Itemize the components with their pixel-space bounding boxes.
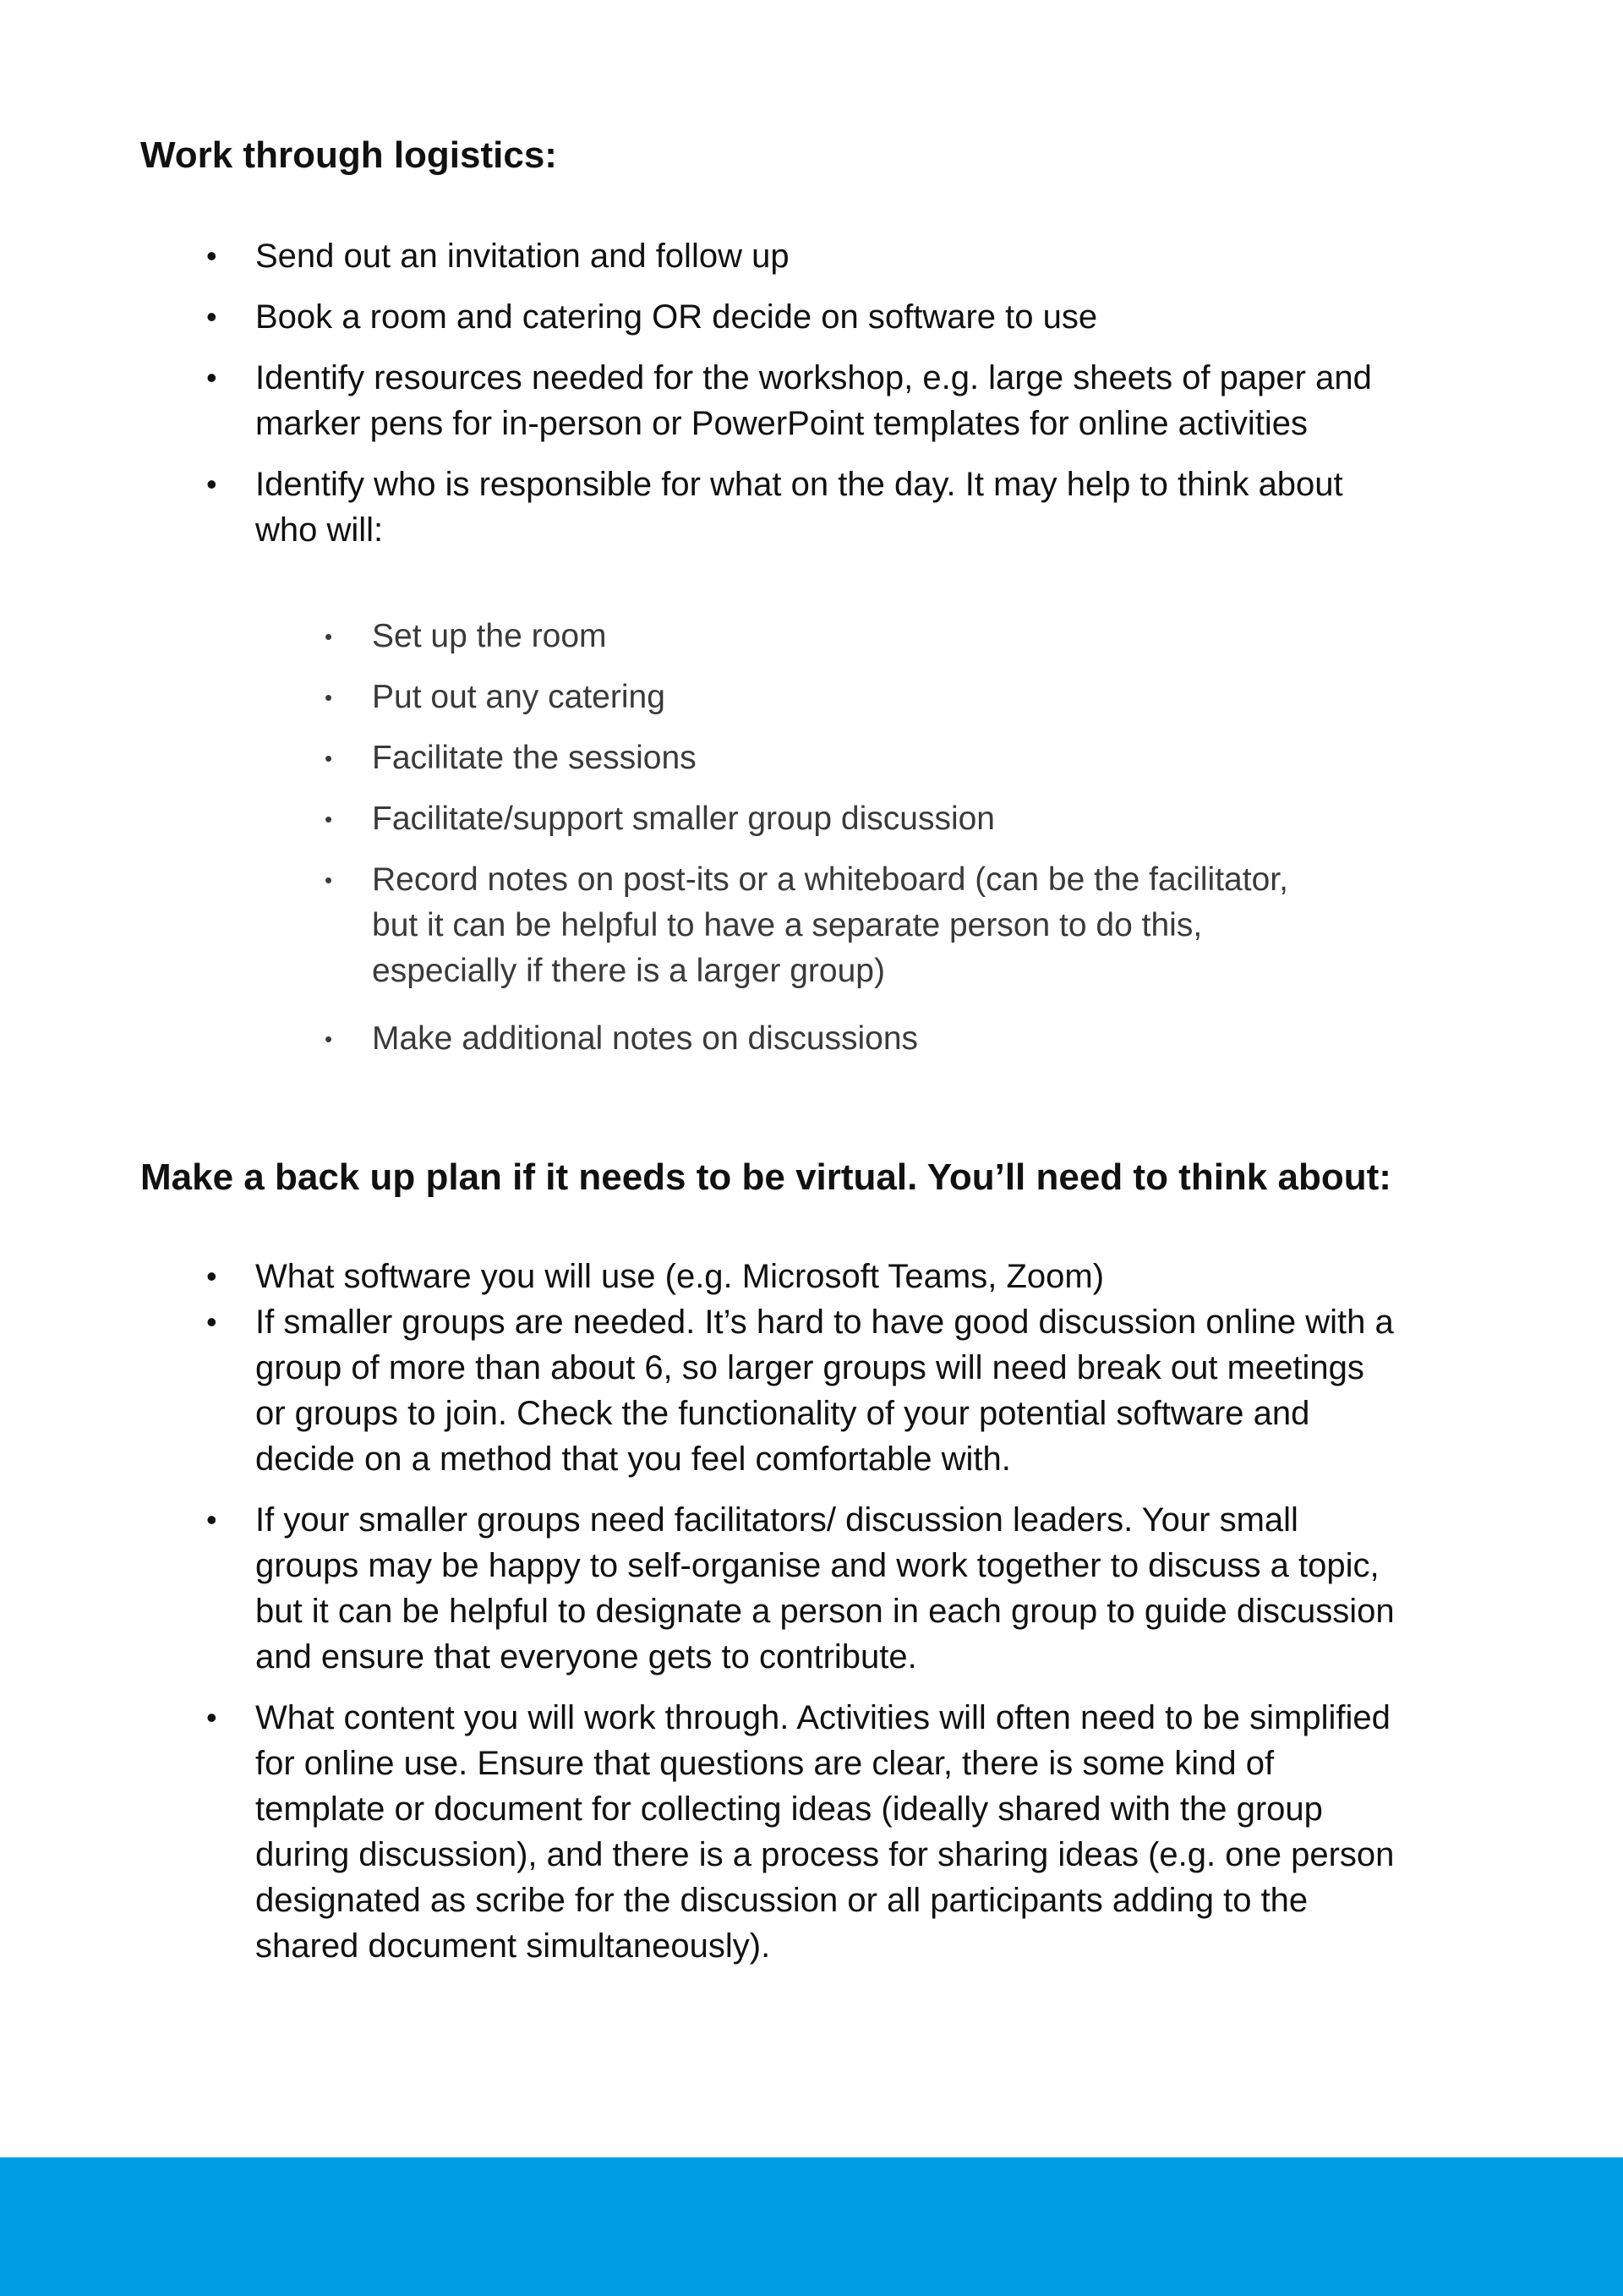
bullet-icon: • — [206, 1502, 217, 1537]
section-heading-logistics: Work through logistics: — [140, 134, 557, 176]
list-item-text: If smaller groups are needed. It’s hard to have good discussion online with a group of more than about 6, so larger groups will need break out meetings or groups to join. Check the functionality of your potential software and decide on a method that you feel comfortable with. — [255, 1304, 1394, 1478]
sub-list-item — [0, 614, 1336, 659]
bullet-icon: • — [206, 1259, 217, 1293]
footer-bar — [0, 2157, 1623, 2296]
list-item — [0, 1254, 1396, 1299]
bullet-icon: • — [325, 867, 333, 893]
sub-list-item-text: Facilitate/support smaller group discussion — [372, 801, 996, 837]
list-item — [0, 355, 1396, 446]
bullet-icon: • — [206, 467, 217, 501]
bullet-icon: • — [206, 299, 217, 334]
bullet-icon: • — [206, 1304, 217, 1339]
logistics-sub-list — [0, 614, 1336, 1077]
list-item — [0, 1497, 1396, 1680]
bullet-icon: • — [206, 1700, 217, 1735]
bullet-icon: • — [325, 746, 333, 771]
list-item — [0, 1695, 1396, 1969]
logistics-list — [0, 233, 1396, 568]
sub-list-item-text: Set up the room — [372, 618, 607, 654]
sub-list-item-text: Put out any catering — [372, 679, 665, 715]
bullet-icon: • — [206, 360, 217, 395]
sub-list-item — [0, 735, 1336, 781]
bullet-icon: • — [325, 1026, 333, 1052]
sub-list-item-text: Facilitate the sessions — [372, 740, 697, 776]
list-item — [0, 294, 1396, 340]
bullet-icon: • — [206, 238, 217, 273]
bullet-icon: • — [325, 806, 333, 832]
backup-list — [0, 1254, 1396, 1984]
bullet-icon: • — [325, 685, 333, 710]
section-heading-backup: Make a back up plan if it needs to be virtual. You’ll need to think about: — [140, 1156, 1391, 1198]
bullet-icon: • — [325, 624, 333, 649]
list-item-text: Book a room and catering OR decide on software to use — [255, 298, 1098, 336]
list-item — [0, 233, 1396, 279]
sub-list-item — [0, 796, 1336, 842]
list-item-text: Identify who is responsible for what on the day. It may help to think about who will: — [255, 466, 1343, 549]
list-item — [0, 1299, 1396, 1482]
sub-list-item-text: Record notes on post-its or a whiteboard (can be the facilitator, but it can be helpful to have a separate person to do this, especially if there is a larger group) — [372, 861, 1288, 989]
list-item-text: If your smaller groups need facilitators/ discussion leaders. Your small groups may be happy to self-organise and work together to discuss a topic, but it can be helpful to designate a person in each group to guide discussion and ensure that everyone gets to contribute. — [255, 1501, 1395, 1676]
list-item-text: What software you will use (e.g. Microsoft Teams, Zoom) — [255, 1258, 1105, 1295]
sub-list-item-text: Make additional notes on discussions — [372, 1020, 919, 1057]
list-item-text: Identify resources needed for the workshop, e.g. large sheets of paper and marker pens for in-person or PowerPoint templates for online activities — [255, 359, 1372, 442]
sub-list-item — [0, 1016, 1336, 1062]
sub-list-item — [0, 675, 1336, 720]
list-item — [0, 462, 1396, 553]
sub-list-item — [0, 857, 1336, 994]
list-item-text: Send out an invitation and follow up — [255, 238, 790, 275]
list-item-text: What content you will work through. Activities will often need to be simplified for online use. Ensure that questions are clear, there is some kind of template or document for collecting ideas (ideally shared with the group during discussion), and there is a process for sharing ideas (e.g. one person designated as scribe for the discussion or all participants adding to the shared document simultaneously). — [255, 1699, 1395, 1965]
